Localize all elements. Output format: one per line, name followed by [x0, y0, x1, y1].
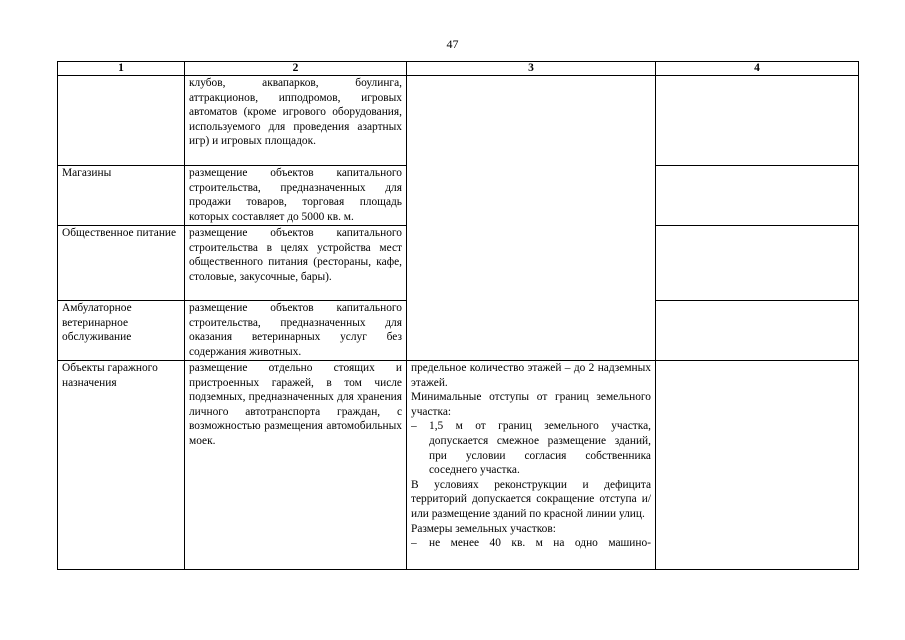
header-col-3: 3 — [407, 62, 656, 76]
plot-size-heading: Размеры земельных участков: — [411, 522, 556, 535]
header-col-2: 2 — [185, 62, 407, 76]
header-col-4: 4 — [656, 62, 859, 76]
plot-size-text: не менее 40 кв. м на одно машино- — [429, 537, 651, 550]
notes-cell — [656, 361, 859, 570]
dash-bullet-icon: – — [411, 420, 417, 433]
description-cell: размещение объектов капитального строительства, предназначенных для продажи товаров, торговая площадь которых составляет до 5000 кв. м. — [185, 166, 407, 226]
header-col-1: 1 — [58, 62, 185, 76]
notes-cell — [656, 166, 859, 226]
description-cell: размещение отдельно стоящих и пристроенных гаражей, в том числе подземных, предназначенных для хранения личного автотранспорта граждан, с возможностью размещения автомобильных моек. — [185, 361, 407, 570]
description-cell: клубов, аквапарков, боулинга, аттракционов, ипподромов, игровых автоматов (кроме игрового оборудования, используемого для проведения азартных игр) и игровых площадок. — [185, 76, 407, 166]
use-type-cell: Магазины — [58, 166, 185, 226]
use-type-cell: Амбулаторное ветеринарное обслуживание — [58, 301, 185, 361]
header-row — [58, 62, 859, 76]
bullet-item — [411, 536, 651, 551]
description-cell: размещение объектов капитального строительства в целях устройства мест общественного питания (рестораны, кафе, столовые, закусочные, бары). — [185, 226, 407, 301]
parameters-cell — [407, 361, 656, 570]
page-number: 47 — [446, 37, 459, 51]
reconstruction-note: В условиях реконструкции и дефицита территорий допускается сокращение отступа и/или размещение зданий по красной линии улиц. — [411, 478, 651, 520]
table-row — [58, 76, 859, 166]
table-row — [58, 361, 859, 570]
notes-cell — [656, 226, 859, 301]
parameters-cell-empty — [407, 76, 656, 361]
use-type-cell: Объекты гаражного назначения — [58, 361, 185, 570]
use-type-cell — [58, 76, 185, 166]
setbacks-heading: Минимальные отступы от границ земельного участка: — [411, 391, 651, 418]
notes-cell — [656, 76, 859, 166]
regulations-table — [57, 61, 859, 570]
description-cell: размещение объектов капитального строительства, предназначенных для оказания ветеринарных услуг без содержания животных. — [185, 301, 407, 361]
notes-cell — [656, 301, 859, 361]
setback-distance-text: 1,5 м от границ земельного участка, допускается смежное размещение зданий, при условии согласия собственника соседнего участка. — [429, 420, 651, 477]
dash-bullet-icon: – — [411, 537, 417, 550]
use-type-cell: Общественное питание — [58, 226, 185, 301]
floors-limit-text: предельное количество этажей – до 2 надземных этажей. — [411, 362, 651, 389]
bullet-item — [411, 419, 651, 477]
